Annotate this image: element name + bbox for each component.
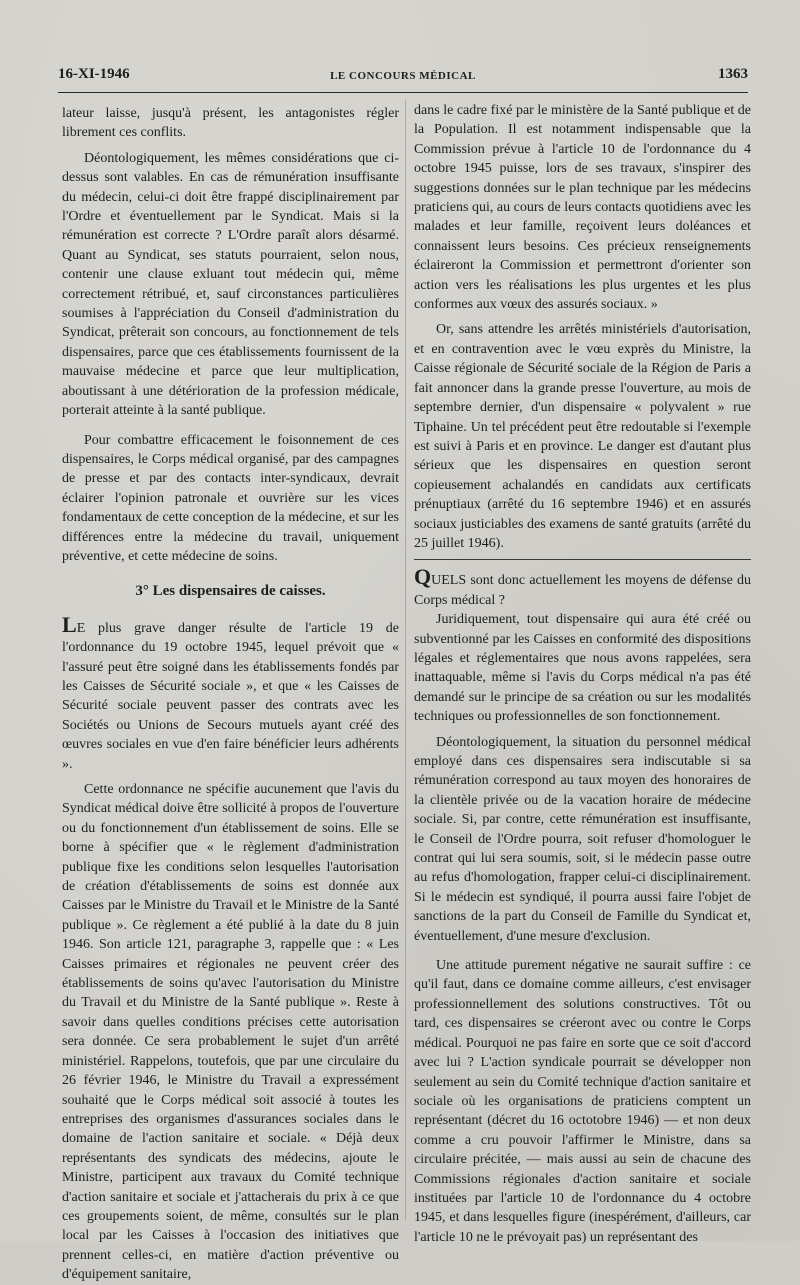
paragraph: Or, sans attendre les arrêtés ministériels d'autorisation, et en contravention avec le vœu exprès du Ministre, la Caisse régionale de Sécurité sociale de la Région de Paris a fait annoncer dans la grande presse l'ouverture, au mois de septembre dernier, d'un dispensaire « polyvalent » rue Tiphaine. Un tel précédent peut être redoutable si l'exemple est suivi à Paris et en province. Le danger est d'autant plus sérieux que les dispensaires en question seront copieusement achalandés en candidats aux certificats prénuptiaux (arrêté du 16 septembre 1946) et en assurés sociaux justiciables des examens de santé gratuits (arrêté du 25 juillet 1946).	[414, 322, 751, 551]
paragraph-text: UELS sont donc actuellement les moyens de défense du Corps médical ?	[414, 573, 751, 608]
paragraph: Cette ordonnance ne spécifie aucunement que l'avis du Syndicat médical doive être sollicité à propos de l'ouverture ou du fonctionnement d'un établissement de soins. Elle se borne à spécifier que « le règlement d'administration publique fixe les conditions selon lesquelles l'autorisation de création d'établissements de soins est donnée aux Caisses par le Ministre du Travail et le Ministre de la Santé publique ». Ce règlement a été publié à la date du 8 juin 1946. Son article 121, paragraphe 3, rappelle que : « Les Caisses primaires et régionales ne peuvent créer des établissements de soins qu'avec l'autorisation du Ministre du Travail et du Ministre de la Santé publique ». Reste à savoir dans quelles conditions précises cette autorisation sera donnée. Ce sera probablement le sujet d'un arrêté ministériel. Rappelons, toutefois, que par une circulaire du 26 février 1946, le Ministre du Travail a expressément souhaité que le Corps médical soit associé à toutes les entreprises des organismes d'assurances sociales dans le domaine de l'action sanitaire et sociale. « Déjà deux représentants des syndicats des médecins, ajoute le Ministre, participent aux travaux du Comité technique d'action sanitaire et sociale et j'attacherais du prix à ce que ces groupements soient, de même, consultés sur le plan local par les Caisses à l'occasion des initiatives que prennent celles-ci, en matière d'action préventive ou d'équipement sanitaire,	[62, 782, 399, 1283]
header-page-number: 1363	[718, 66, 748, 82]
header-date: 16-XI-1946	[58, 66, 130, 82]
section-divider	[414, 559, 751, 560]
drop-cap: L	[62, 611, 77, 637]
paragraph-text: E plus grave danger résulte de l'article 19 de l'ordonnance du 19 octobre 1945, lequel prévoit que « l'assuré peut être soigné dans les établissements fondés par les Caisses de Sécurité sociale », et que « les Caisses de Sécurité sociale peuvent passer des contrats avec les Sociétés ou Unions de Secours mutuels ayant créé des œuvres sociales en vue d'en faire bénéficier leurs adhérents ».	[62, 620, 399, 772]
right-column	[414, 101, 751, 1247]
paragraph: Déontologiquement, la situation du personnel médical employé dans ces dispensaires sera indiscutable si sa rémunération correspond au taux moyen des honoraires de la clientèle privée ou de la vacation horaire de médecine sociale. Si, par contre, cette rémunération est insuffisante, le Conseil de l'Ordre pourra, soit refuser d'homologuer le contrat qui lui sera soumis, soit, si le médecin passe outre au refus d'homologation, frapper celui-ci disciplinairement. Si le médecin est syndiqué, il pourra aussi faire l'objet de sanctions de la part du Conseil de Famille du Syndicat et, éventuellement, d'une mesure d'exclusion.	[414, 734, 751, 944]
paragraph: Déontologiquement, les mêmes considérations que ci-dessus sont valables. En cas de rémunération insuffisante du médecin, celui-ci doit être frappé disciplinairement par l'Ordre et éventuellement par le Syndicat. Mais si la rémunération est correcte ? L'Ordre paraît alors désarmé. Quant au Syndicat, ses statuts pourraient, selon nous, contenir une clause exluant tout médecin qui, même correctement rétribué, et, sauf circonstances particulières soumises à l'appréciation du Conseil d'administration du Syndicat, prêterait son concours, au fonctionnement de tels dispensaires, parce que ces établissements fournissent de la mauvaise médecine et parce que leur multiplication, aboutissant à une détérioration de la profession médicale, porterait atteinte à la santé publique.	[62, 150, 399, 419]
column-divider	[405, 100, 406, 1220]
paragraph: Une attitude purement négative ne saurait suffire : ce qu'il faut, dans ce domaine comme ailleurs, c'est envisager professionnellement des solutions constructives. Tôt ou tard, ces dispensaires se créeront avec ou contre le Corps médical. Pourquoi ne pas faire en sorte que ce soit d'accord avec lui ? L'action syndicale pourrait se développer non seulement au sein du Comité technique d'action sanitaire et sociale où les organisations de praticiens comptent un représentant (décret du 16 octotobre 1946) — et non deux comme a cru pouvoir l'affirmer le Ministre, dans sa circulaire précitée, — mais aussi au sein de chacune des Commissions régionales d'action sanitaire et sociale instituées par l'article 10 de l'ordonnance du 4 octobre 1945, et dans lesquelles figure (inespérément, d'ailleurs, car l'article 10 ne le prévoyait pas) un représentant des	[414, 958, 751, 1245]
left-column	[62, 104, 399, 1285]
paragraph-dropcap	[62, 611, 399, 774]
paragraph-dropcap	[414, 566, 751, 610]
paragraph-quote: dans le cadre fixé par le ministère de la Santé publique et de la Population. Il est notamment indispensable que la Commission prévue à l'article 10 de l'ordonnance du 4 octobre 1945 puisse, lors de ses travaux, s'inspirer des suggestions données sur le plan technique par les médecins praticiens qui, au cours de leurs contacts quotidiens avec les malades et leur famille, reçoivent leurs doléances et connaissent leurs besoins. Ces précieux renseignements éclaireront la Commission et permettront d'orienter son action vers les réalisations les plus urgentes et les plus conformes aux vœux des assurés sociaux. »	[414, 103, 751, 313]
running-header	[58, 66, 748, 93]
drop-cap: Q	[414, 564, 432, 590]
paragraph: Juridiquement, tout dispensaire qui aura été créé ou subventionné par les Caisses en conformité des dispositions légales et réglementaires que nous avons rappelées, sera inattaquable, même si l'avis du Corps médical n'a pas été demandé sur le principe de sa création ou sur les modalités techniques ou professionnelles de son fonctionnement.	[414, 612, 751, 725]
paragraph: lateur laisse, jusqu'à présent, les antagonistes régler librement ces conflits.	[62, 106, 399, 141]
header-journal-title: LE CONCOURS MÉDICAL	[330, 70, 476, 82]
section-heading: 3° Les dispensaires de caisses.	[135, 583, 326, 600]
paragraph: Pour combattre efficacement le foisonnement de ces dispensaires, le Corps médical organisé, par des campagnes de presse et par des contacts inter-syndicaux, devrait éclairer l'opinion patronale et ouvrière sur les vices fondamentaux de cette conception de la médecine, et sur les différences entre la médecine du travail, uniquement préventive, et cette médecine de soins.	[62, 432, 399, 564]
